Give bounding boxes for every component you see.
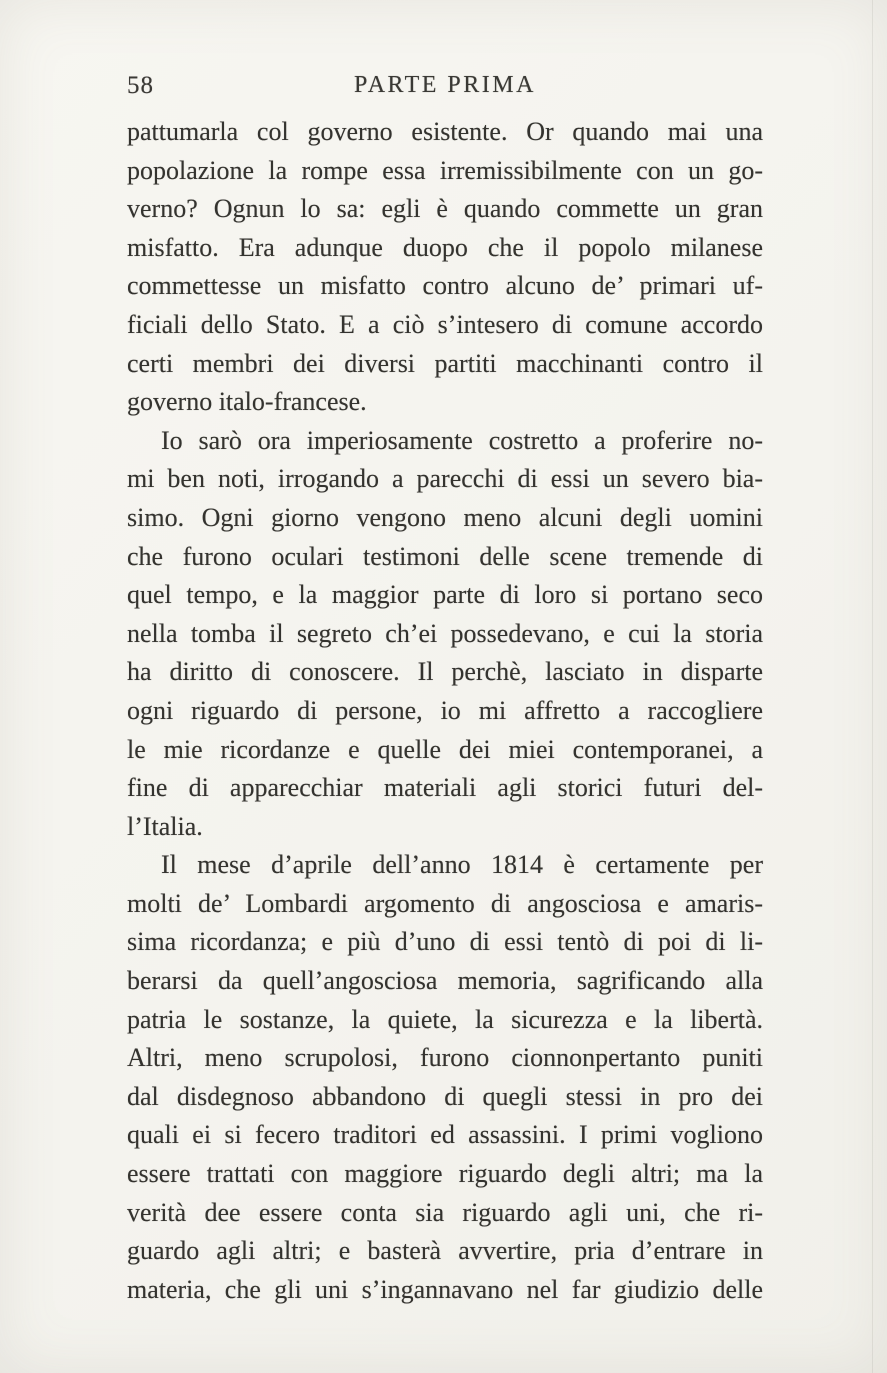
text-line: guardo agli altri; e basterà avvertire, pria d’entrare in	[127, 1236, 763, 1266]
text-line: ficiali dello Stato. E a ciò s’intesero di comune accordo	[127, 309, 763, 339]
page-number: 58	[127, 72, 154, 99]
text-line: quali ei si fecero traditori ed assassini. I primi vogliono	[127, 1120, 763, 1150]
text-line: commettesse un misfatto contro alcuno de’ primari uf-	[127, 271, 763, 301]
page-header	[127, 72, 763, 106]
text-line: verno? Ognun lo sa: egli è quando commette un gran	[127, 194, 763, 224]
text-line: governo italo-francese.	[127, 387, 367, 417]
text-line: essere trattati con maggiore riguardo degli altri; ma la	[127, 1159, 763, 1189]
text-line: quel tempo, e la maggior parte di loro si portano seco	[127, 580, 763, 610]
running-header-title: PARTE PRIMA	[354, 72, 536, 98]
text-line: misfatto. Era adunque duopo che il popolo milanese	[127, 232, 763, 262]
text-line: Io sarò ora imperiosamente costretto a proferire no-	[161, 425, 763, 455]
text-line: certi membri dei diversi partiti macchinanti contro il	[127, 348, 763, 378]
text-line: nella tomba il segreto ch’ei possedevano, e cui la storia	[127, 618, 763, 648]
text-line: Altri, meno scrupolosi, furono cionnonpertanto puniti	[127, 1043, 763, 1073]
paragraph	[127, 113, 763, 422]
page-body	[127, 113, 763, 1309]
text-line: ogni riguardo di persone, io mi affretto a raccogliere	[127, 695, 763, 725]
paragraph	[127, 422, 763, 847]
text-line: popolazione la rompe essa irremissibilmente con un go-	[127, 155, 763, 185]
text-line: materia, che gli uni s’ingannavano nel far giudizio delle	[127, 1274, 763, 1304]
text-line: l’Italia.	[127, 811, 203, 841]
text-line: patria le sostanze, la quiete, la sicurezza e la libertà.	[127, 1004, 763, 1034]
text-line: che furono oculari testimoni delle scene tremende di	[127, 541, 763, 571]
text-line: Il mese d’aprile dell’anno 1814 è certamente per	[161, 850, 763, 880]
text-line: le mie ricordanze e quelle dei miei contemporanei, a	[127, 734, 763, 764]
text-line: simo. Ogni giorno vengono meno alcuni degli uomini	[127, 502, 763, 532]
text-line: mi ben noti, irrogando a parecchi di essi un severo bia-	[127, 464, 763, 494]
text-line: ha diritto di conoscere. Il perchè, lasciato in disparte	[127, 657, 763, 687]
text-line: fine di apparecchiar materiali agli storici futuri del-	[127, 773, 763, 803]
text-line: dal disdegnoso abbandono di quegli stessi in pro dei	[127, 1081, 763, 1111]
text-line: verità dee essere conta sia riguardo agli uni, che ri-	[127, 1197, 763, 1227]
text-line: molti de’ Lombardi argomento di angosciosa e amaris-	[127, 888, 763, 918]
text-line: pattumarla col governo esistente. Or quando mai una	[127, 117, 763, 146]
scan-edge-line	[872, 0, 873, 1373]
text-line: sima ricordanza; e più d’uno di essi tentò di poi di li-	[127, 927, 763, 957]
text-line: berarsi da quell’angosciosa memoria, sagrificando alla	[127, 966, 763, 996]
paragraph	[127, 846, 763, 1309]
